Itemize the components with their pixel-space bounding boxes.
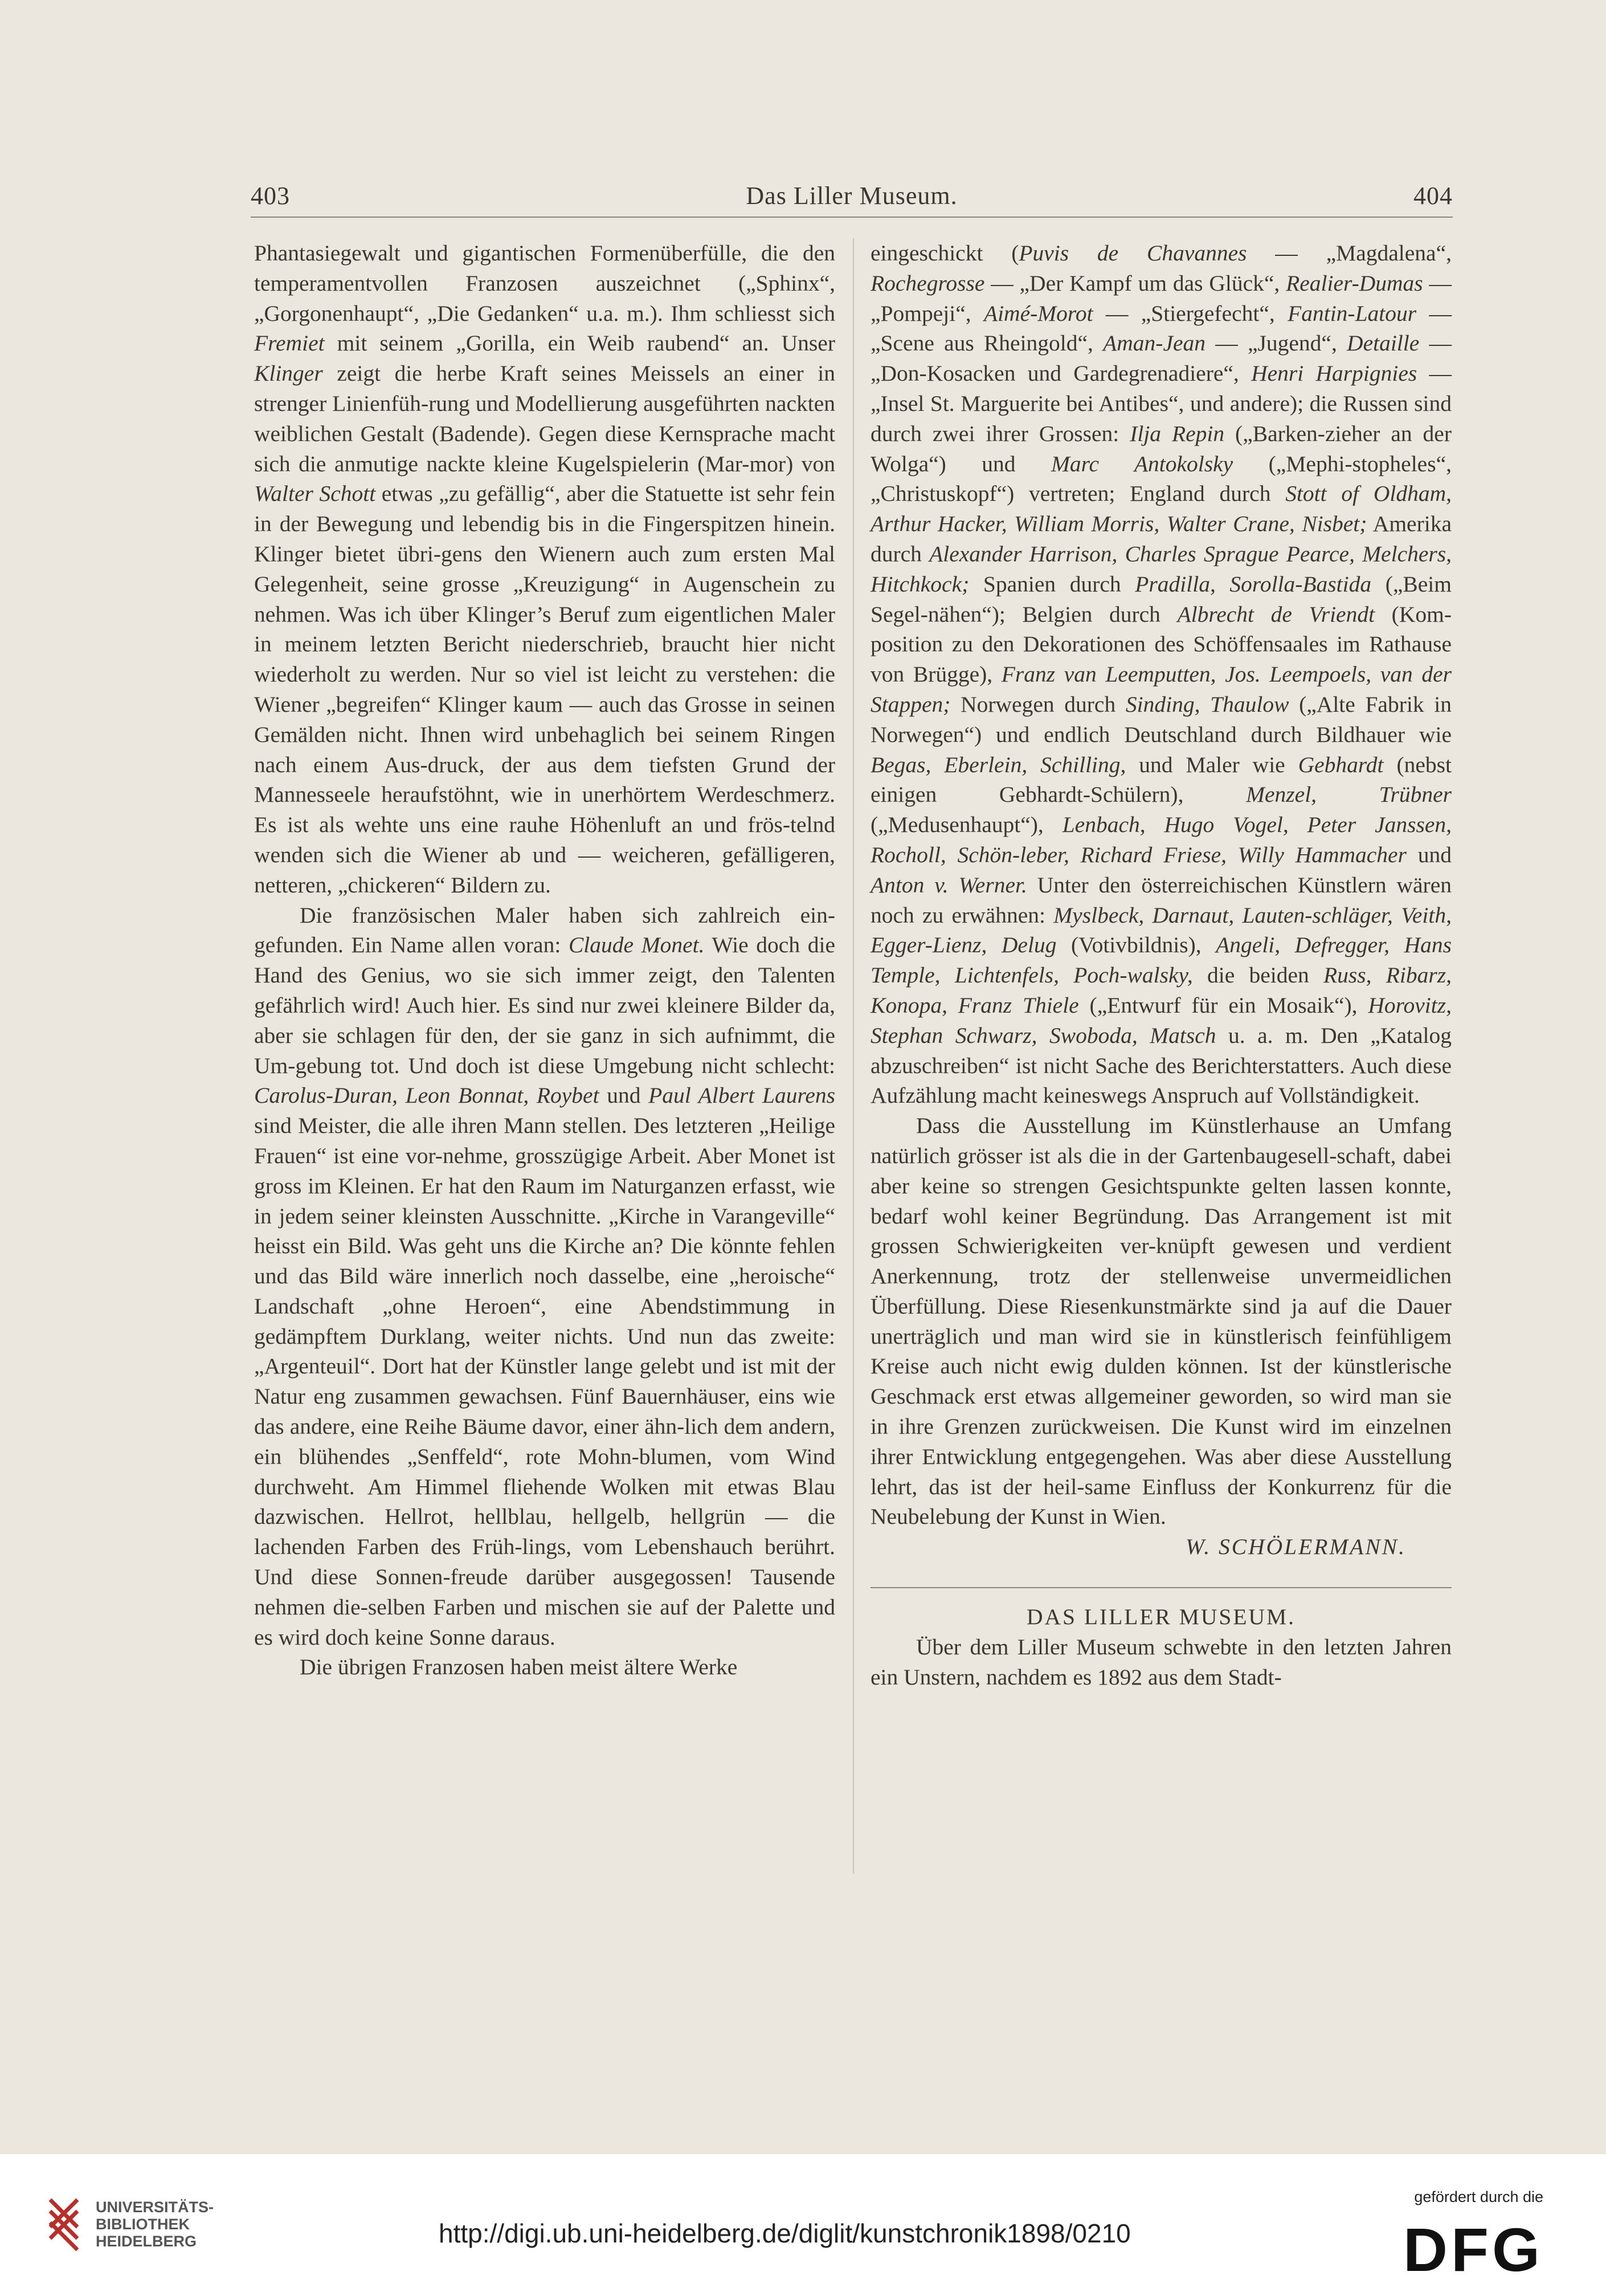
page-number-right: 404 <box>1413 182 1453 210</box>
right-column <box>871 238 1452 1692</box>
footer-bar <box>0 2154 1606 2296</box>
left-column-paragraph: Die übrigen Franzosen haben meist ältere Werke <box>300 1654 738 1680</box>
library-name-line: UNIVERSITÄTS- <box>96 2199 214 2216</box>
section-title: DAS LILLER MUSEUM. <box>1026 1604 1296 1630</box>
author-signature: W. SCHÖLERMANN. <box>1186 1534 1406 1560</box>
header-rule <box>251 217 1453 218</box>
library-name-line: BIBLIOTHEK <box>96 2216 190 2233</box>
right-column-body <box>871 238 1452 1532</box>
left-column-paragraph: Die französischen Maler haben sich zahlreich ein-gefunden. Ein Name allen voran: Claude Monet. Wie doch die Hand des Genius, wo sie sich immer zeigt, den Talenten gefährlich wird! Auch hier. Es sind nur zwei kleinere Bilder da, aber sie schlagen für den, der sie ganz in sich aufnimmt, die Um-gebung tot. Und doch ist diese Umgebung nicht schlecht: Carolus-Duran, Leon Bonnat, Roybet und Paul Albert Laurens sind Meister, die alle ihren Mann stellen. Des letzteren „Heilige Frauen“ ist eine vor-nehme, grosszügige Arbeit. Aber Monet ist gross im Kleinen. Er hat den Raum im Naturganzen erfasst, wie in jedem seiner kleinsten Ausschnitte. „Kirche in Varangeville“ heisst ein Bild. Was geht uns die Kirche an? Die könnte fehlen und das Bild wäre innerlich noch dasselbe, eine „heroische“ Landschaft „ohne Heroen“, eine Abendstimmung in gedämpftem Durklang, weiter nichts. Und nun das zweite: „Argenteuil“. Dort hat der Künstler lange gelebt und ist mit der Natur eng zusammen gewachsen. Fünf Bauernhäuser, eins wie das andere, eine Reihe Bäume davor, einer ähn-lich dem andern, ein blühendes „Senffeld“, rote Mohn-blumen, vom Wind durchweht. Am Himmel fliehende Wolken mit etwas Blau dazwischen. Hellrot, hellblau, hellgelb, hellgrün — die lachenden Farben des Früh-lings, vom Lebenshauch berührt. Und diese Sonnen-freude darüber ausgegossen! Tausende nehmen die-selben Farben und mischen sie auf der Palette und es wird doch keine Sonne daraus. <box>254 902 836 1650</box>
right-column-paragraph: Dass die Ausstellung im Künstlerhause an Umfang natürlich grösser ist als die in der Gartenbaugesell-schaft, dabei aber keine so strengen Gesichtspunkte gelten lassen konnte, bedarf wohl keiner Begründung. Das Arrangement ist mit grossen Schwierigkeiten ver-knüpft gewesen und verdient Anerkennung, trotz der stellenweise unvermeidlichen Überfüllung. Diese Riesenkunstmärkte sind ja auf die Dauer unerträglich und man wird sie in künstlerisch feinfühligem Kreise auch nicht ewig dulden können. Ist der künstlerische Geschmack erst etwas allgemeiner geworden, so wird man sie in ihre Grenzen zurückweisen. Die Kunst wird im einzelnen ihrer Entwicklung entgegengehen. Was aber diese Ausstellung lehrt, das ist der heil-same Einfluss der Konkurrenz für die Neubelebung der Kunst in Wien. <box>871 1113 1452 1530</box>
section-rule <box>871 1587 1452 1588</box>
funding-label: gefördert durch die <box>1414 2188 1543 2205</box>
library-name-line: HEIDELBERG <box>96 2233 197 2250</box>
left-column-paragraph: Phantasiegewalt und gigantischen Formenüberfülle, die den temperamentvollen Franzosen auszeichnet („Sphinx“, „Gorgonenhaupt“, „Die Gedanken“ u.a. m.). Ihm schliesst sich Fremiet mit seinem „Gorilla, ein Weib raubend“ an. Unser Klinger zeigt die herbe Kraft seines Meissels an einer in strenger Linienfüh-rung und Modellierung ausgeführten nackten weiblichen Gestalt (Badende). Gegen diese Kernsprache macht sich die anmutige nackte kleine Kugelspielerin (Mar-mor) von Walter Schott etwas „zu gefällig“, aber die Statuette ist sehr fein in der Bewegung und lebendig bis in die Fingerspitzen hinein. Klinger bietet übri-gens den Wienern auch zum ersten Mal Gelegenheit, seine grosse „Kreuzigung“ in Augenschein zu nehmen. Was ich über Klinger’s Beruf zum eigentlichen Maler in meinem letzten Bericht niederschrieb, braucht hier nicht wiederholt zu werden. Nur so viel ist leicht zu verstehen: die Wiener „begreifen“ Klinger kaum — auch das Grosse in seinen Gemälden nicht. Ihnen wird unbehaglich bei seinem Ringen nach einem Aus-druck, der aus dem tiefsten Grund der Mannesseele heraufstöhnt, wie in unerhörtem Werdeschmerz. Es ist als wehte uns eine rauhe Höhenluft an und frös-telnd wenden sich die Wiener ab und — weicheren, gefälligeren, netteren, „chickeren“ Bildern zu. <box>254 240 835 898</box>
page-header <box>251 181 1453 221</box>
section-paragraph: Über dem Liller Museum schwebte in den letzten Jahren ein Unstern, nachdem es 1892 aus dem Stadt- <box>871 1634 1452 1690</box>
running-title: Das Liller Museum. <box>746 182 958 210</box>
column-divider <box>853 238 854 1874</box>
right-column-paragraph: eingeschickt (Puvis de Chavannes — „Magdalena“, Rochegrosse — „Der Kampf um das Glück“, Realier-Dumas — „Pompeji“, Aimé-Morot — „Stiergefecht“, Fantin-Latour — „Scene aus Rheingold“, Aman-Jean — „Jugend“, Detaille — „Don-Kosacken und Gardegrenadiere“, Henri Harpignies — „Insel St. Marguerite bei Antibes“, und andere); die Russen sind durch zwei ihrer Grossen: Ilja Repin („Barken-zieher an der Wolga“) und Marc Antokolsky („Mephi-stopheles“, „Christuskopf“) vertreten; England durch Stott of Oldham, Arthur Hacker, William Morris, Walter Crane, Nisbet; Amerika durch Alexander Harrison, Charles Sprague Pearce, Melchers, Hitchkock; Spanien durch Pradilla, Sorolla-Bastida („Beim Segel-nähen“); Belgien durch Albrecht de Vriendt (Kom-position zu den Dekorationen des Schöffensaales im Rathause von Brügge), Franz van Leemputten, Jos. Leempoels, van der Stappen; Norwegen durch Sinding, Thaulow („Alte Fabrik in Norwegen“) und endlich Deutschland durch Bildhauer wie Begas, Eberlein, Schilling, und Maler wie Gebhardt (nebst einigen Gebhardt-Schülern), Menzel, Trübner („Medusenhaupt“), Lenbach, Hugo Vogel, Peter Janssen, Rocholl, Schön-leber, Richard Friese, Willy Hammacher und Anton v. Werner. Unter den österreichischen Künstlern wären noch zu erwähnen: Myslbeck, Darnaut, Lauten-schläger, Veith, Egger-Lienz, Delug (Votivbildnis), Angeli, Defregger, Hans Temple, Lichtenfels, Poch-walsky, die beiden Russ, Ribarz, Konopa, Franz Thiele („Entwurf für ein Mosaik“), Horovitz, Stephan Schwarz, Swoboda, Matsch u. a. m. Den „Katalog abzuschreiben“ ist nicht Sache des Berichterstatters. Auch diese Aufzählung macht keineswegs Anspruch auf Vollständigkeit. <box>871 240 1452 1108</box>
permalink-url[interactable]: http://digi.ub.uni-heidelberg.de/diglit/kunstchronik1898/0210 <box>439 2218 1131 2248</box>
dfg-logo: DFG <box>1403 2215 1543 2284</box>
library-name <box>96 2199 214 2250</box>
left-column <box>254 238 835 1682</box>
page-number-left: 403 <box>251 182 290 210</box>
university-library-logo-icon <box>44 2194 83 2257</box>
